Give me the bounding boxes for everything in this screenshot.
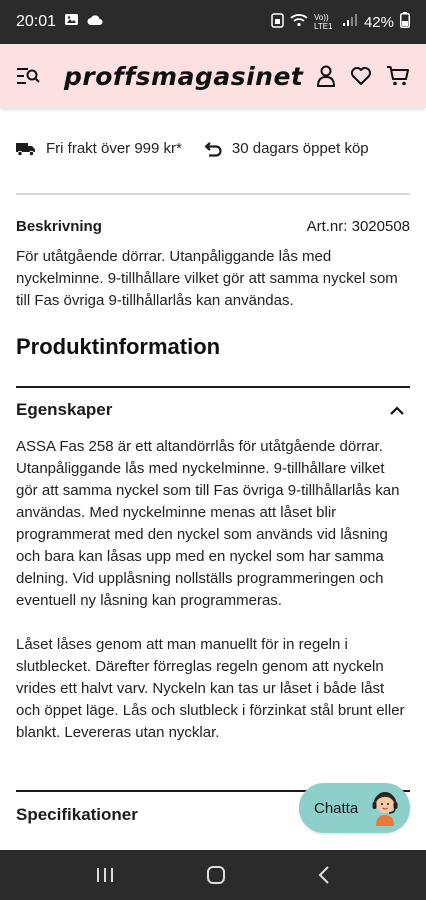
- battery-icon: [400, 12, 410, 32]
- recent-apps-icon[interactable]: [96, 867, 114, 883]
- network-label: Vo)) LTE1: [313, 13, 333, 31]
- section-divider: [16, 386, 410, 388]
- wifi-icon: [290, 13, 308, 31]
- truck-icon: [16, 142, 36, 156]
- home-icon[interactable]: [206, 865, 226, 885]
- chevron-up-icon[interactable]: [390, 406, 404, 415]
- description-header: [16, 218, 410, 235]
- lock-badge-icon: [271, 13, 284, 32]
- status-right: [271, 12, 410, 32]
- description-text: För utåtgående dörrar. Utanpåliggande lås med nyckelminne. 9-tillhållare vilket gör att samma nyckel som till Fas övriga 9-tillhållarlås kan användas.: [16, 248, 398, 309]
- gallery-icon: [64, 12, 79, 32]
- cart-icon[interactable]: [386, 65, 410, 87]
- usp-free-shipping: [16, 140, 182, 157]
- divider: [16, 193, 410, 195]
- menu-search-icon[interactable]: [16, 67, 40, 85]
- site-header: [0, 44, 426, 108]
- article-number: Art.nr: 3020508: [306, 218, 410, 235]
- description-title: Beskrivning: [16, 218, 102, 235]
- accordion-header-specifikationer[interactable]: Specifikationer: [16, 805, 138, 824]
- usp-text: Fri frakt över 999 kr*: [46, 140, 182, 157]
- heart-icon[interactable]: [350, 66, 372, 86]
- usp-row: [16, 140, 410, 157]
- egenskaper-content: [16, 436, 408, 744]
- usp-open-purchase: [204, 140, 369, 157]
- paragraph: ASSA Fas 258 är ett altandörrlås för utåtgående dörrar. Utanpåliggande lås med nyckelminne. 9-tillhållare vilket gör att samma nyckel som till Fas övriga 9-tillhållarlås kan användas. Med nyckelminne menas att låset blir programmerat med den nyckel som används vid låsning och bara kan låsas upp med en nyckel som har samma delning. Vid upplåsning nollställs programmeringen och eventuell ny låsning kan programmeras.: [16, 438, 400, 609]
- user-icon[interactable]: [316, 65, 336, 87]
- site-logo[interactable]: proffsmagasinet: [64, 61, 304, 91]
- support-agent-icon: [370, 788, 400, 830]
- accordion-title: Egenskaper: [16, 400, 113, 419]
- status-bar: [0, 0, 426, 44]
- chat-label: Chatta: [314, 799, 359, 817]
- system-nav-bar: [0, 850, 426, 900]
- back-icon[interactable]: [318, 866, 330, 884]
- accordion-header-egenskaper[interactable]: [16, 400, 410, 420]
- header-actions: [316, 65, 410, 87]
- product-info-title: Produktinformation: [16, 334, 221, 359]
- usp-text: 30 dagars öppet köp: [231, 140, 369, 157]
- status-time: 20:01: [16, 13, 57, 30]
- cloud-icon: [87, 13, 103, 31]
- signal-icon: [342, 13, 358, 31]
- battery-level: 42%: [363, 13, 394, 31]
- chat-button[interactable]: [299, 783, 410, 833]
- status-left: [16, 12, 103, 32]
- return-arrow-icon: [204, 141, 222, 157]
- paragraph: Låset låses genom att man manuellt för in regeln i slutblecket. Därefter förreglas regeln genom att nyckeln vrides ett halvt varv. Nyckeln kan tas ur låset i både låst och öppet läge. Lås och slutbleck i förzinkat stål brunt eller blankt. Levereras utan nycklar.: [16, 636, 405, 741]
